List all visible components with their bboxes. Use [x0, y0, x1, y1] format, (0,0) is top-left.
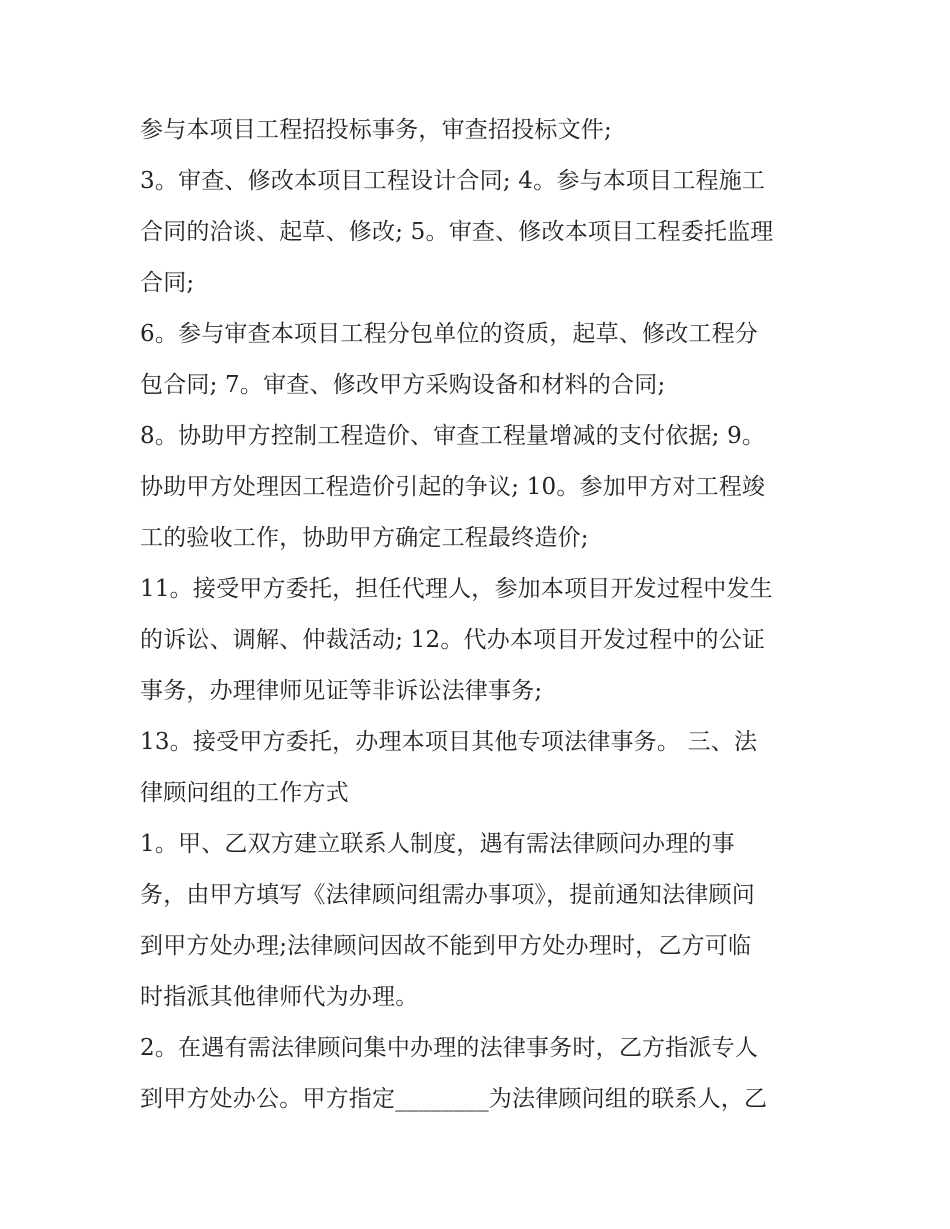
text-line: 到甲方处办理;法律顾问因故不能到甲方处办理时，乙方可临 — [140, 933, 752, 959]
text-line: 的诉讼、调解、仲裁活动; 12。代办本项目开发过程中的公证 — [140, 627, 766, 653]
text-line: 合同的洽谈、起草、修改; 5。审查、修改本项目工程委托监理 — [140, 219, 774, 245]
text-line: 包合同; 7。审查、修改甲方采购设备和材料的合同; — [140, 372, 666, 398]
text-line: 11。接受甲方委托，担任代理人，参加本项目开发过程中发生 — [140, 576, 773, 602]
text-line: 工的验收工作，协助甲方确定工程最终造价; — [140, 525, 589, 551]
text-line: 律顾问组的工作方式 — [140, 780, 349, 806]
text-line: 事务，办理律师见证等非诉讼法律事务; — [140, 678, 543, 704]
text-line: 6。参与审查本项目工程分包单位的资质，起草、修改工程分 — [140, 321, 759, 347]
text-line: 协助甲方处理因工程造价引起的争议; 10。参加甲方对工程竣 — [140, 474, 766, 500]
text-line: 参与本项目工程招投标事务，审查招投标文件; — [140, 117, 612, 143]
text-line: 8。协助甲方控制工程造价、审查工程量增减的支付依据; 9。 — [140, 423, 766, 449]
text-line: 2。在遇有需法律顾问集中办理的法律事务时，乙方指派专人 — [140, 1035, 759, 1061]
text-line: 时指派其他律师代为办理。 — [140, 984, 419, 1010]
text-line: 合同; — [140, 270, 195, 296]
text-line: 务，由甲方填写《法律顾问组需办事项》，提前通知法律顾问 — [140, 882, 755, 908]
text-line: 1。甲、乙双方建立联系人制度，遇有需法律顾问办理的事 — [140, 831, 735, 857]
document-body — [140, 105, 820, 1125]
text-line: 到甲方处办公。甲方指定________为法律顾问组的联系人，乙 — [140, 1086, 768, 1112]
text-line: 3。审查、修改本项目工程设计合同; 4。参与本项目工程施工 — [140, 168, 766, 194]
text-line: 13。接受甲方委托，办理本项目其他专项法律事务。 三、法 — [140, 729, 758, 755]
